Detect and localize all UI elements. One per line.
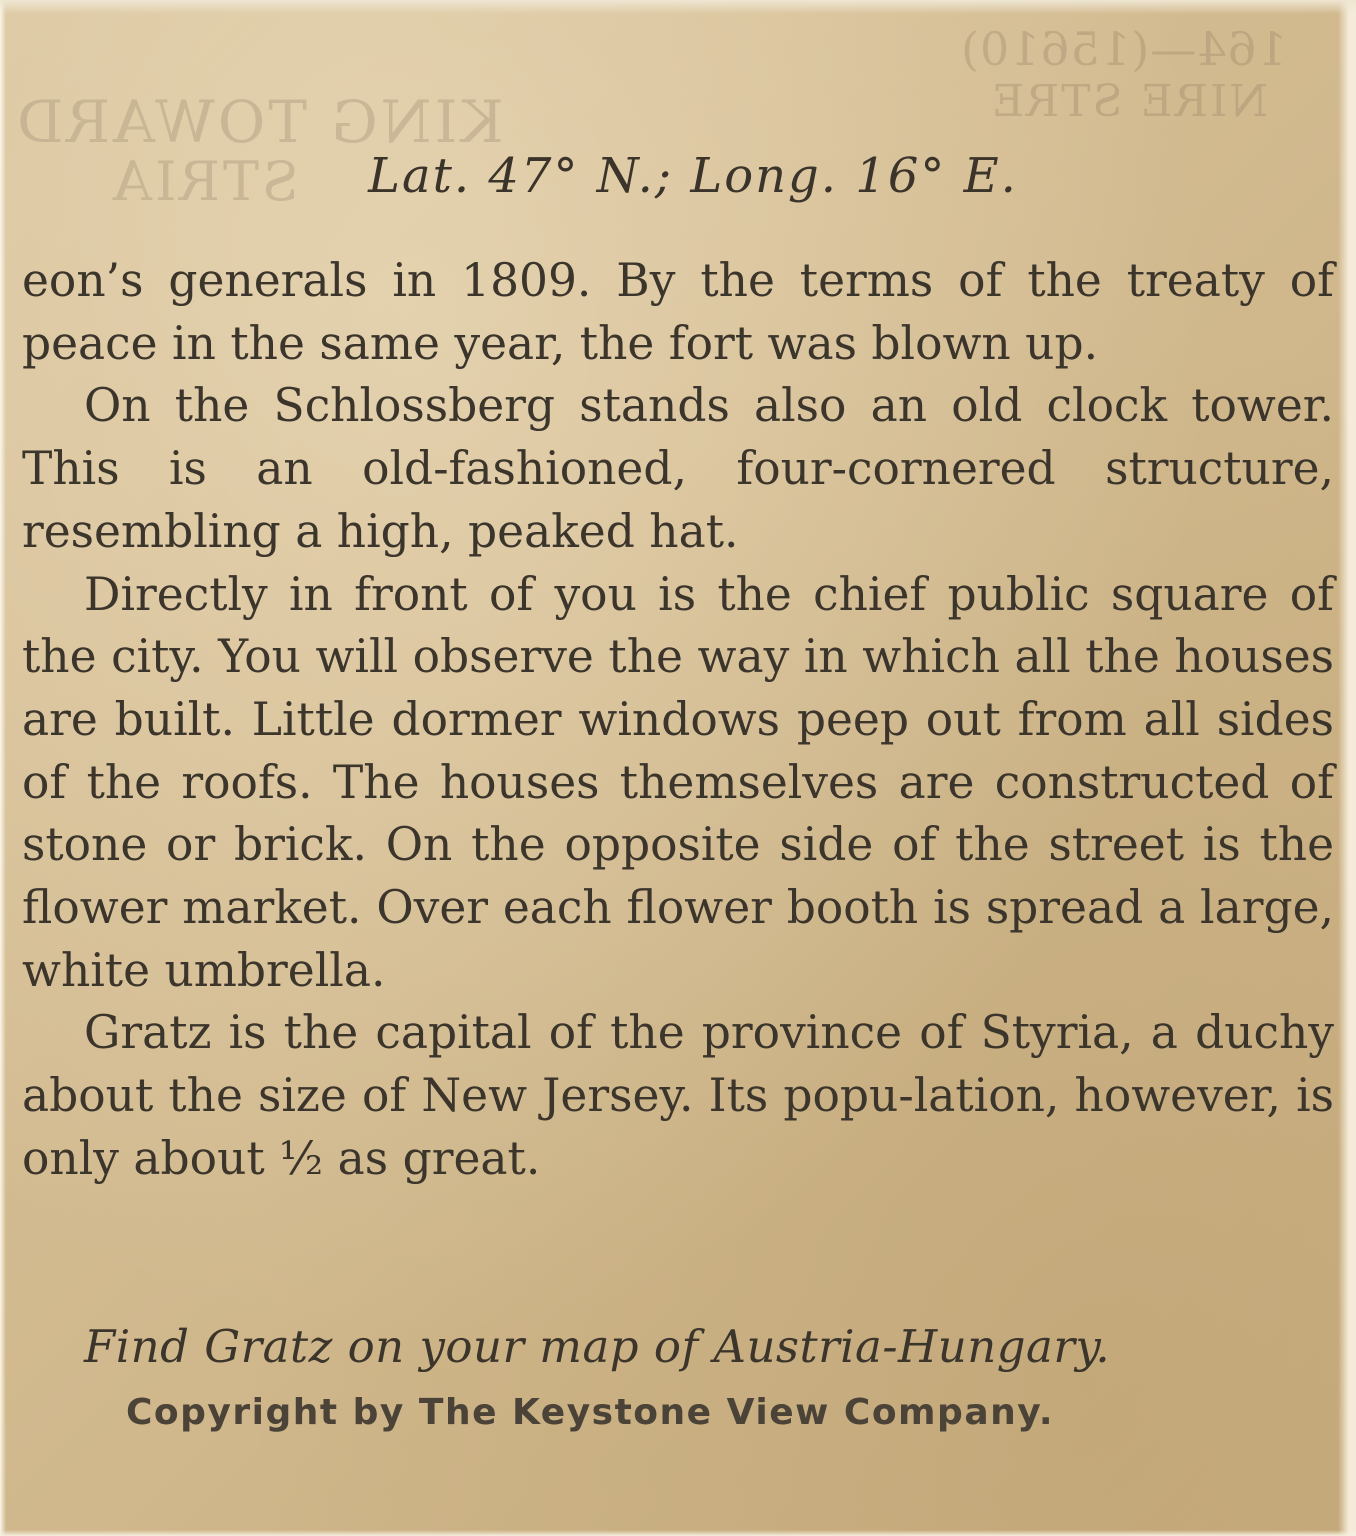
bleed-through-text: 164—(15610) (960, 22, 1288, 76)
map-instruction: Find Gratz on your map of Austria-Hungary. (84, 1320, 1111, 1373)
coordinates-heading: Lat. 47° N.; Long. 16° E. (368, 148, 1018, 204)
paragraph-clock-tower: On the Schlossberg stands also an old clock tower. This is an old-fashioned, four-cornered structure, resembling a high, peaked hat. (22, 379, 1334, 558)
card-edge-top (0, 0, 1356, 14)
paragraph-public-square: Directly in front of you is the chief public square of the city. You will observe the way in which all the houses are built. Little dormer windows peep out from all sides of the roofs. The houses themselves are constructed of stone or brick. On the opposite side of the street is the flower market. Over each flower booth is spread a large, white umbrella. (22, 567, 1334, 997)
card-edge-bottom (0, 1530, 1356, 1536)
bleed-through-text: STRIA (110, 150, 299, 213)
paragraph-gratz-capital: Gratz is the capital of the province of Styria, a duchy about the size of New Jersey. Its popu-lation, however, is only about ½ as great. (22, 1006, 1334, 1185)
bleed-through-text: NIRE STRE (990, 76, 1268, 127)
card-edge-right (1338, 0, 1356, 1536)
bleed-through-text: KING TOWARD (14, 88, 504, 156)
card-edge-left (0, 0, 6, 1536)
copyright-line: Copyright by The Keystone View Company. (126, 1392, 1055, 1433)
description-text (22, 250, 1334, 1191)
paragraph-continuation: eon’s generals in 1809. By the terms of the treaty of peace in the same year, the fort was blown up. (22, 254, 1334, 370)
